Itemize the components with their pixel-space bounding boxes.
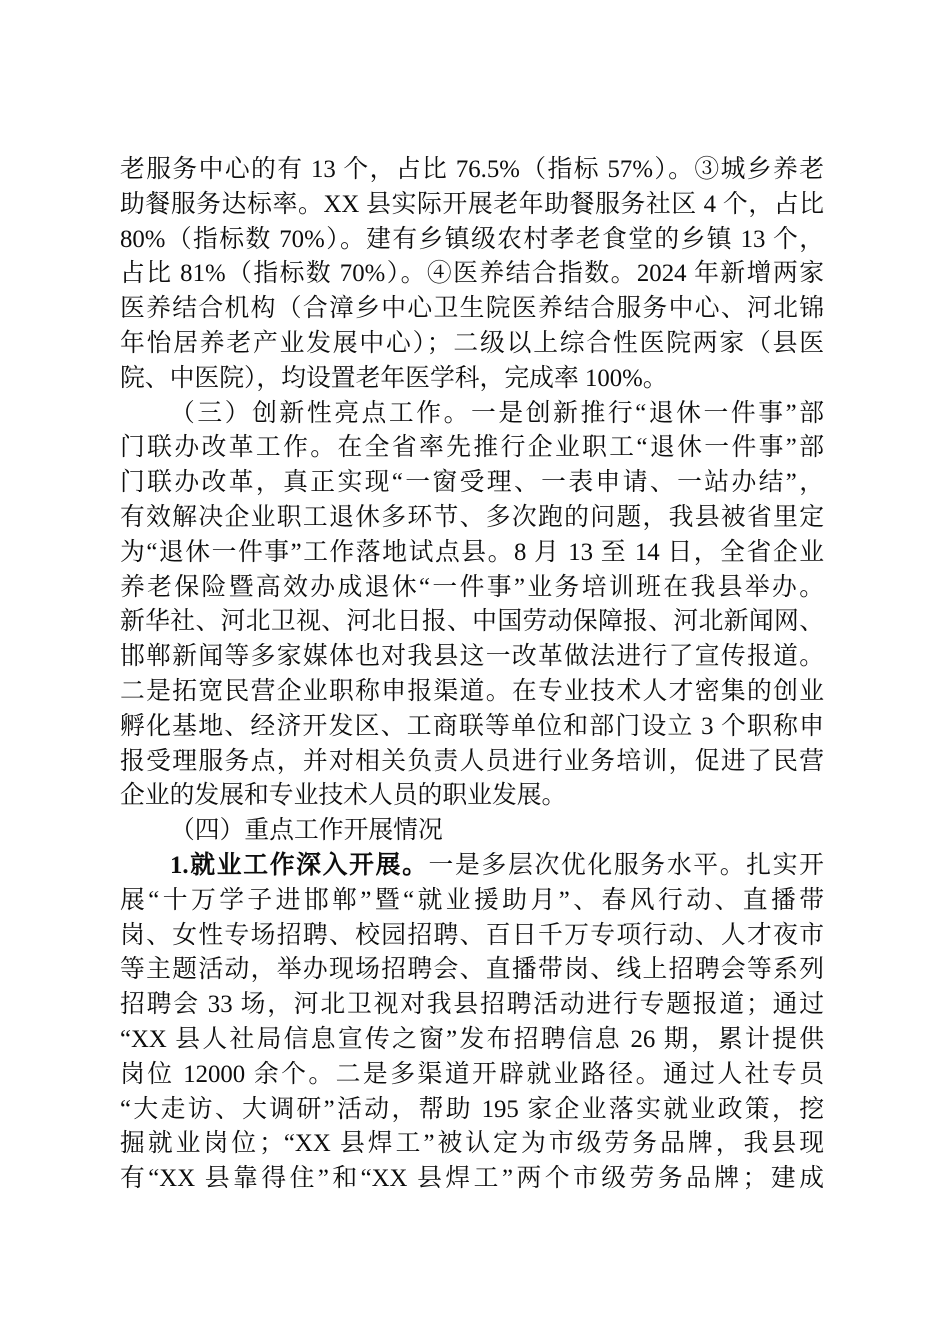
- text-line: 年怡居养老产业发展中心）；二级以上综合性医院两家（县医: [120, 329, 824, 357]
- text-line: 门联办改革，真正实现“一窗受理、一表申请、一站办结”，: [120, 469, 824, 497]
- text-line: 院、中医院），均设置老年医学科，完成率 100%。: [120, 364, 668, 392]
- text-line: 企业的发展和专业技术人员的职业发展。: [120, 782, 567, 810]
- text-line: 门联办改革工作。在全省率先推行企业职工“退休一件事”部: [120, 434, 824, 462]
- text-line: 岗、女性专场招聘、校园招聘、百日千万专项行动、人才夜市: [120, 921, 824, 949]
- text-line: 助餐服务达标率。XX 县实际开展老年助餐服务社区 4 个，占比: [120, 190, 824, 218]
- text-line: 为“退休一件事”工作落地试点县。8 月 13 至 14 日，全省企业: [120, 538, 824, 566]
- text-line: “大走访、大调研”活动，帮助 195 家企业落实就业政策，挖: [120, 1095, 824, 1123]
- text-line: 新华社、河北卫视、河北日报、中国劳动保障报、河北新闻网、: [120, 608, 824, 636]
- text-line: 等主题活动，举办现场招聘会、直播带岗、线上招聘会等系列: [120, 956, 824, 984]
- text-line: 80%（指标数 70%）。建有乡镇级农村孝老食堂的乡镇 13 个，: [120, 225, 824, 253]
- text-line: 报受理服务点，并对相关负责人员进行业务培训，促进了民营: [120, 747, 824, 775]
- section-heading-key-work: [120, 814, 824, 849]
- item-heading: 1.就业工作深入开展。: [170, 851, 429, 879]
- text-line: 孵化基地、经济开发区、工商联等单位和部门设立 3 个职称申: [120, 712, 824, 740]
- document-body: [120, 153, 824, 1197]
- paragraph-elderly-care-indicators: [120, 153, 824, 397]
- text-line: 邯郸新闻等多家媒体也对我县这一改革做法进行了宣传报道。: [120, 643, 824, 671]
- text-line: 占比 81%（指标数 70%）。④医养结合指数。2024 年新增两家: [120, 260, 824, 288]
- text-line: 有效解决企业职工退休多环节、多次跑的问题，我县被省里定: [120, 503, 824, 531]
- text-line: 展“十万学子进邯郸”暨“就业援助月”、春风行动、直播带: [120, 886, 824, 914]
- text-segment: 一是多层次优化服务水平。扎实开: [428, 851, 824, 879]
- text-line: [120, 849, 824, 884]
- paragraph-employment-work: [120, 849, 824, 1197]
- text-line: 医养结合机构（合漳乡中心卫生院医养结合服务中心、河北锦: [120, 295, 824, 323]
- text-line: （三）创新性亮点工作。一是创新推行“退休一件事”部: [170, 399, 824, 427]
- text-line: 二是拓宽民营企业职称申报渠道。在专业技术人才密集的创业: [120, 677, 824, 705]
- text-line: 养老保险暨高效办成退休“一件事”业务培训班在我县举办。: [120, 573, 824, 601]
- section-heading: （四）重点工作开展情况: [170, 817, 443, 845]
- text-line: 老服务中心的有 13 个，占比 76.5%（指标 57%）。③城乡养老: [120, 156, 824, 183]
- text-line: 岗位 12000 余个。二是多渠道开辟就业路径。通过人社专员: [120, 1060, 824, 1088]
- paragraph-innovation-highlights: [120, 397, 824, 815]
- text-line: 有“XX 县靠得住”和“XX 县焊工”两个市级劳务品牌；建成: [120, 1165, 824, 1193]
- text-line: 招聘会 33 场，河北卫视对我县招聘活动进行专题报道；通过: [120, 991, 824, 1019]
- text-line: 掘就业岗位；“XX 县焊工”被认定为市级劳务品牌，我县现: [120, 1130, 824, 1158]
- text-line: “XX 县人社局信息宣传之窗”发布招聘信息 26 期，累计提供: [120, 1025, 824, 1053]
